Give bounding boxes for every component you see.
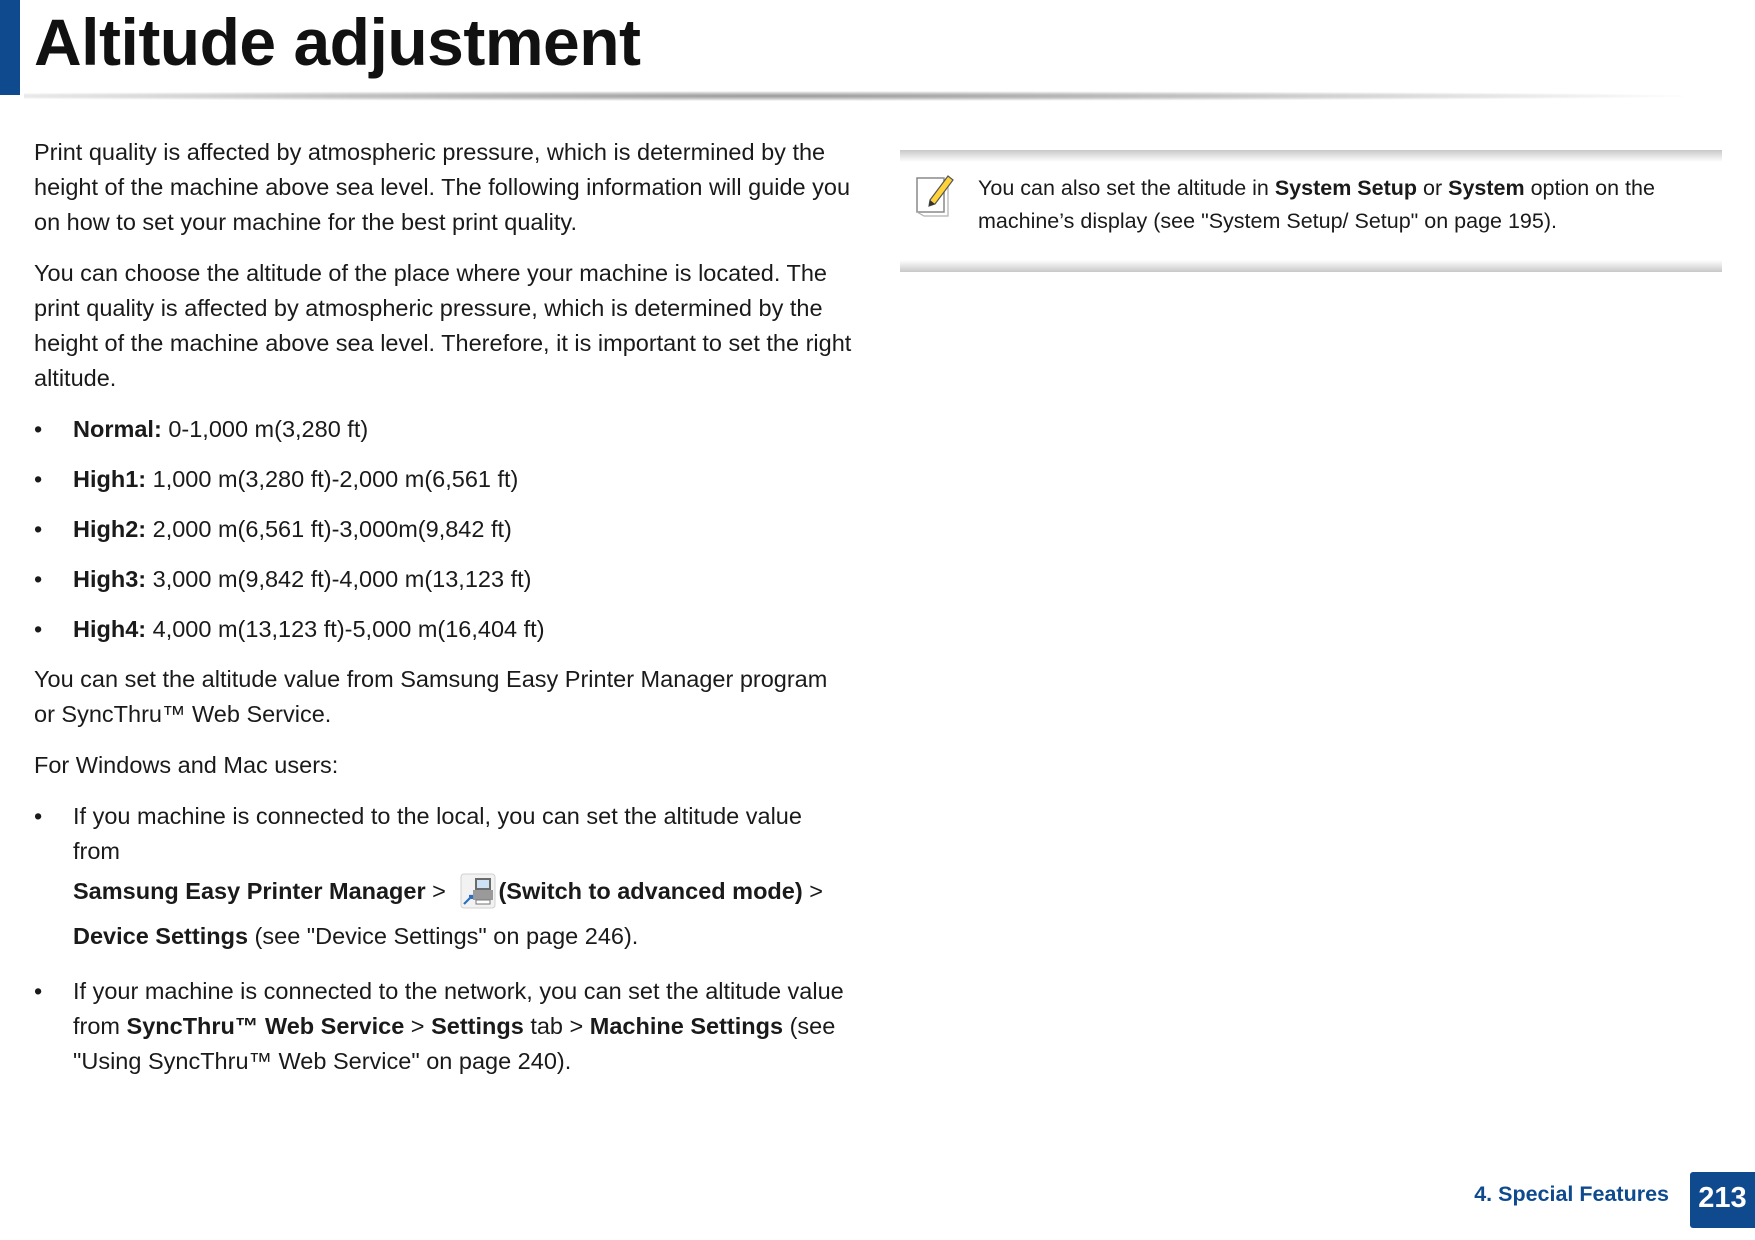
- altitude-label: High3:: [73, 566, 147, 592]
- title-divider: [24, 91, 1684, 101]
- switch-advanced-mode-ref: (Switch to advanced mode): [498, 878, 803, 904]
- bullet: •: [34, 466, 43, 492]
- page-number: 213: [1690, 1172, 1755, 1228]
- list-item: [34, 412, 854, 447]
- list-item: [34, 612, 854, 647]
- footer-section-label: 4. Special Features: [1474, 1182, 1669, 1206]
- note-top-border: [900, 150, 1722, 162]
- altitude-label: High4:: [73, 616, 147, 642]
- page-reference: (see "Device Settings" on page 246).: [248, 923, 639, 949]
- altitude-label: High1:: [73, 466, 147, 492]
- bullet: •: [34, 978, 43, 1004]
- system-ref: System: [1448, 176, 1525, 200]
- set-value-paragraph: You can set the altitude value from Samsung Easy Printer Manager program or SyncThru™ Web Service.: [34, 666, 828, 727]
- list-item: [34, 562, 854, 597]
- local-text: If you machine is connected to the local, you can set the altitude value from: [73, 803, 802, 864]
- bullet: •: [34, 416, 43, 442]
- note-text-part: option on the machine’s display (see "System Setup/ Setup" on page 195).: [978, 176, 1655, 233]
- altitude-label: Normal:: [73, 416, 162, 442]
- machine-settings-ref: Machine Settings: [589, 1013, 784, 1039]
- list-item: [34, 512, 854, 547]
- bullet: •: [34, 516, 43, 542]
- device-settings-ref: Device Settings: [73, 923, 249, 949]
- local-connection-item: [34, 799, 854, 959]
- title-accent-bar: [0, 0, 20, 95]
- page-reference: (see "Using SyncThru™ Web Service" on page 240).: [73, 1013, 836, 1074]
- connection-list: [34, 799, 854, 1079]
- win-mac-heading: For Windows and Mac users:: [34, 752, 339, 778]
- easy-printer-manager-ref: Samsung Easy Printer Manager: [73, 878, 426, 904]
- switch-advanced-mode-icon: [460, 873, 496, 909]
- separator: >: [802, 878, 823, 904]
- altitude-label: High2:: [73, 516, 147, 542]
- list-item: [34, 462, 854, 497]
- note-text-part: You can also set the altitude in: [978, 176, 1275, 200]
- settings-ref: Settings: [431, 1013, 524, 1039]
- altitude-list: [34, 412, 854, 647]
- network-text: If your machine is connected to the network, you can set the altitude value from: [73, 978, 844, 1039]
- note-text-part: or: [1417, 176, 1449, 200]
- bullet: •: [34, 566, 43, 592]
- bullet: •: [34, 616, 43, 642]
- page-title: Altitude adjustment: [34, 5, 641, 79]
- note-bottom-border: [900, 260, 1722, 272]
- syncthru-ref: SyncThru™ Web Service: [126, 1013, 405, 1039]
- altitude-range: 1,000 m(3,280 ft)-2,000 m(6,561 ft): [146, 466, 519, 492]
- note-text: [978, 172, 1698, 238]
- main-content: [34, 135, 854, 1094]
- separator: >: [425, 878, 453, 904]
- note-pencil-icon: [914, 172, 956, 218]
- intro-paragraph-1: Print quality is affected by atmospheric pressure, which is determined by the height of the machine above sea level. The following information will guide you on how to set your machine for the best print quality.: [34, 139, 851, 235]
- altitude-range: 0-1,000 m(3,280 ft): [161, 416, 369, 442]
- separator: >: [404, 1013, 432, 1039]
- tab-text: tab >: [523, 1013, 590, 1039]
- network-connection-item: [34, 974, 854, 1079]
- altitude-range: 2,000 m(6,561 ft)-3,000m(9,842 ft): [146, 516, 512, 542]
- note-box: [900, 150, 1722, 272]
- system-setup-ref: System Setup: [1274, 176, 1418, 200]
- bullet: •: [34, 803, 43, 829]
- altitude-range: 3,000 m(9,842 ft)-4,000 m(13,123 ft): [146, 566, 532, 592]
- intro-paragraph-2: You can choose the altitude of the place where your machine is located. The print quality is affected by atmospheric pressure, which is determined by the height of the machine above sea level. Therefore, it is important to set the right altitude.: [34, 260, 852, 391]
- altitude-range: 4,000 m(13,123 ft)-5,000 m(16,404 ft): [146, 616, 545, 642]
